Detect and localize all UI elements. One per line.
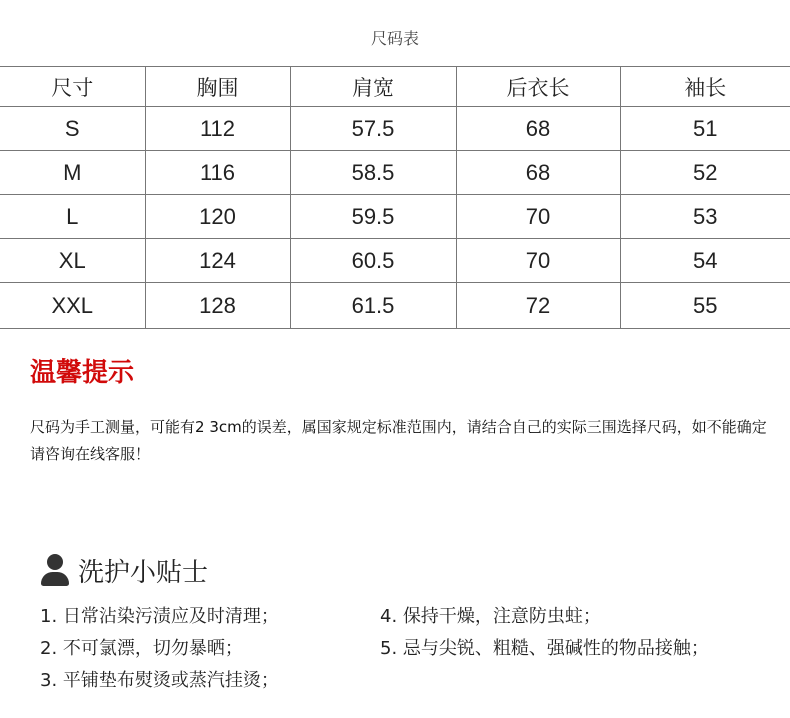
list-item: 2. 不可氯漂，切勿暴晒； [40, 638, 243, 659]
cell-sleeve: 55 [620, 283, 790, 329]
cell-shoulder: 59.5 [290, 195, 456, 239]
page-title: 尺码表 [370, 29, 419, 48]
cell-shoulder: 60.5 [290, 239, 456, 283]
table-row [0, 151, 790, 195]
table-row [0, 107, 790, 151]
header-shoulder: 肩宽 [290, 67, 456, 107]
cell-chest: 124 [145, 239, 290, 283]
cell-size: M [0, 151, 145, 195]
table-row [0, 283, 790, 329]
tip-text: 尺码为手工测量，可能有2 3cm的误差，属国家规定标准范围内，请结合自己的实际三围选择尺码，如不能确定请咨询在线客服！ [30, 418, 767, 463]
cell-chest: 128 [145, 283, 290, 329]
care-title: 洗护小贴士 [78, 557, 209, 588]
header-sleeve: 袖长 [620, 67, 790, 107]
cell-back-length: 70 [456, 195, 620, 239]
list-item: 4. 保持干燥，注意防虫蛀； [380, 606, 601, 627]
cell-shoulder: 58.5 [290, 151, 456, 195]
table-row [0, 195, 790, 239]
cell-back-length: 68 [456, 107, 620, 151]
table-header-row [0, 67, 790, 107]
list-item: 1. 日常沾染污渍应及时清理； [40, 606, 279, 627]
cell-chest: 120 [145, 195, 290, 239]
cell-sleeve: 51 [620, 107, 790, 151]
tip-heading: 温馨提示 [30, 358, 135, 388]
header-back-length: 后衣长 [456, 67, 620, 107]
cell-shoulder: 61.5 [290, 283, 456, 329]
care-heading [40, 550, 208, 590]
cell-size: L [0, 195, 145, 239]
cell-back-length: 68 [456, 151, 620, 195]
cell-chest: 116 [145, 151, 290, 195]
cell-back-length: 72 [456, 283, 620, 329]
cell-size: S [0, 107, 145, 151]
table-row [0, 239, 790, 283]
header-chest: 胸围 [145, 67, 290, 107]
cell-sleeve: 53 [620, 195, 790, 239]
header-size: 尺寸 [0, 67, 145, 107]
cell-size: XXL [0, 283, 145, 329]
cell-sleeve: 52 [620, 151, 790, 195]
list-item: 3. 平铺垫布熨烫或蒸汽挂烫； [40, 670, 279, 691]
cell-shoulder: 57.5 [290, 107, 456, 151]
size-chart-table [0, 66, 790, 329]
person-icon [40, 553, 70, 587]
cell-chest: 112 [145, 107, 290, 151]
list-item: 5. 忌与尖锐、粗糙、强碱性的物品接触； [380, 638, 709, 659]
cell-sleeve: 54 [620, 239, 790, 283]
cell-size: XL [0, 239, 145, 283]
cell-back-length: 70 [456, 239, 620, 283]
